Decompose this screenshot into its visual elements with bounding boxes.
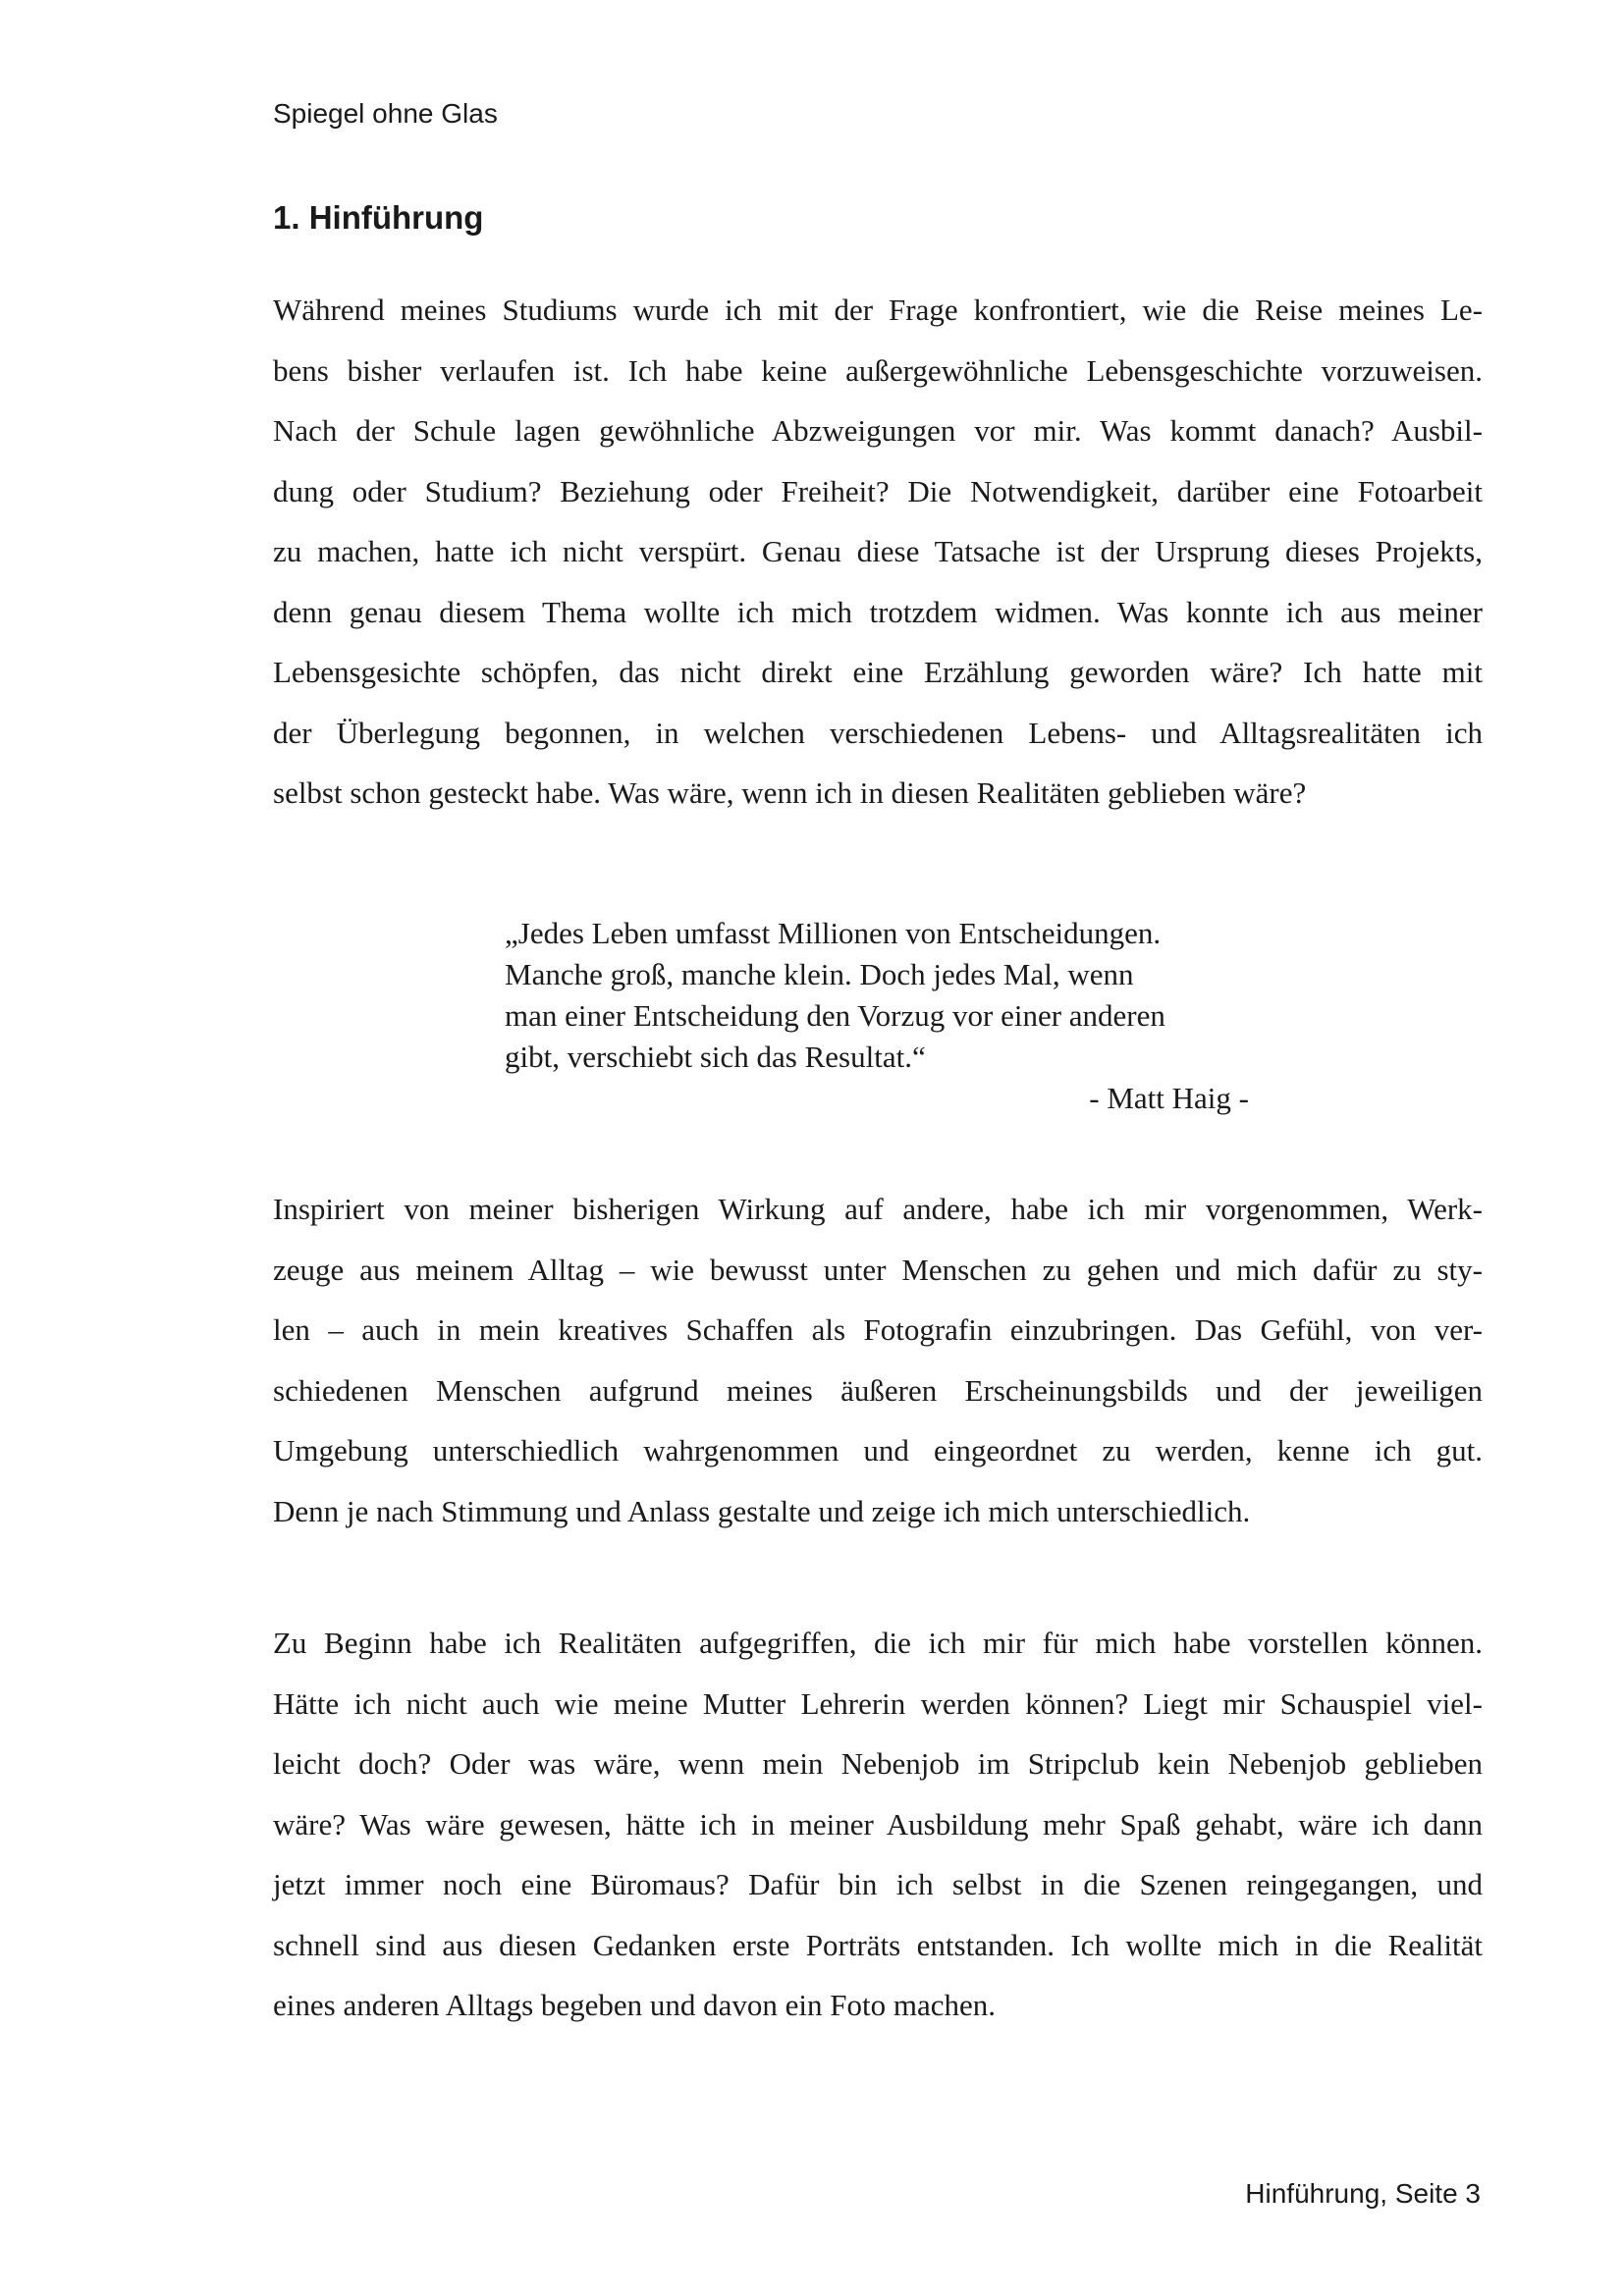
paragraph-line: Umgebung unterschiedlich wahrgenommen und eingeordnet zu werden, kenne ich gut.: [273, 1433, 1483, 1468]
paragraph-line: Nach der Schule lagen gewöhnliche Abzweigungen vor mir. Was kommt danach? Ausbil-: [273, 413, 1483, 448]
paragraph-line: len – auch in mein kreatives Schaffen als Fotografin einzubringen. Das Gefühl, von ver-: [273, 1312, 1483, 1347]
paragraph-line: Denn je nach Stimmung und Anlass gestalte und zeige ich mich unterschiedlich.: [273, 1493, 1251, 1528]
quote-line: man einer Entscheidung den Vorzug vor einer anderen: [505, 998, 1165, 1033]
paragraph-line: zeuge aus meinem Alltag – wie bewusst unter Menschen zu gehen und mich dafür zu sty-: [273, 1252, 1483, 1287]
paragraph-line: Zu Beginn habe ich Realitäten aufgegriffen, die ich mir für mich habe vorstellen können.: [273, 1626, 1483, 1660]
paragraph-line: eines anderen Alltags begeben und davon ein Foto machen.: [273, 1988, 997, 2022]
quote-line: Manche groß, manche klein. Doch jedes Mal, wenn: [505, 957, 1134, 991]
page-footer: Hinführung, Seite 3: [1245, 2178, 1481, 2209]
paragraph-beginning: [273, 1613, 1483, 2036]
quote-line: gibt, verschiebt sich das Resultat.“: [505, 1040, 926, 1074]
paragraph-line: Hätte ich nicht auch wie meine Mutter Lehrerin werden können? Liegt mir Schauspiel viel-: [273, 1685, 1483, 1721]
paragraph-line: schnell sind aus diesen Gedanken erste Porträts entstanden. Ich wollte mich in die Realität: [273, 1927, 1483, 1962]
paragraph-inspiration: [273, 1179, 1483, 1541]
paragraph-line: der Überlegung begonnen, in welchen verschiedenen Lebens- und Alltagsrealitäten ich: [273, 715, 1483, 750]
paragraph-line: zu machen, hatte ich nicht verspürt. Genau diese Tatsache ist der Ursprung dieses Projekts,: [273, 534, 1483, 568]
block-quote: [505, 913, 1249, 1119]
paragraph-line: jetzt immer noch eine Büromaus? Dafür bin ich selbst in die Szenen reingegangen, und: [273, 1867, 1483, 1901]
paragraph-line: dung oder Studium? Beziehung oder Freiheit? Die Notwendigkeit, darüber eine Fotoarbeit: [273, 473, 1483, 508]
paragraph-line: Inspiriert von meiner bisherigen Wirkung auf andere, habe ich mir vorgenommen, Werk-: [273, 1192, 1483, 1226]
section-title: 1. Hinführung: [273, 199, 484, 236]
paragraph-line: Während meines Studiums wurde ich mit der Frage konfrontiert, wie die Reise meines Le-: [273, 293, 1483, 327]
paragraph-line: wäre? Was wäre gewesen, hätte ich in meiner Ausbildung mehr Spaß gehabt, wäre ich dann: [273, 1806, 1483, 1842]
paragraph-line: schiedenen Menschen aufgrund meines äußeren Erscheinungsbilds und der jeweiligen: [273, 1372, 1483, 1408]
quote-line: „Jedes Leben umfasst Millionen von Entscheidungen.: [505, 916, 1162, 950]
paragraph-line: leicht doch? Oder was wäre, wenn mein Nebenjob im Stripclub kein Nebenjob geblieben: [273, 1746, 1483, 1781]
quote-author: - Matt Haig -: [1089, 1081, 1249, 1115]
paragraph-intro: [273, 280, 1483, 824]
paragraph-line: selbst schon gesteckt habe. Was wäre, wenn ich in diesen Realitäten geblieben wäre?: [273, 775, 1307, 810]
paragraph-line: bens bisher verlaufen ist. Ich habe keine außergewöhnliche Lebensgeschichte vorzuweisen.: [273, 352, 1483, 388]
paragraph-line: Lebensgesichte schöpfen, das nicht direkt eine Erzählung geworden wäre? Ich hatte mit: [273, 655, 1483, 689]
paragraph-line: denn genau diesem Thema wollte ich mich trotzdem widmen. Was konnte ich aus meiner: [273, 594, 1483, 629]
running-header: Spiegel ohne Glas: [273, 98, 498, 129]
